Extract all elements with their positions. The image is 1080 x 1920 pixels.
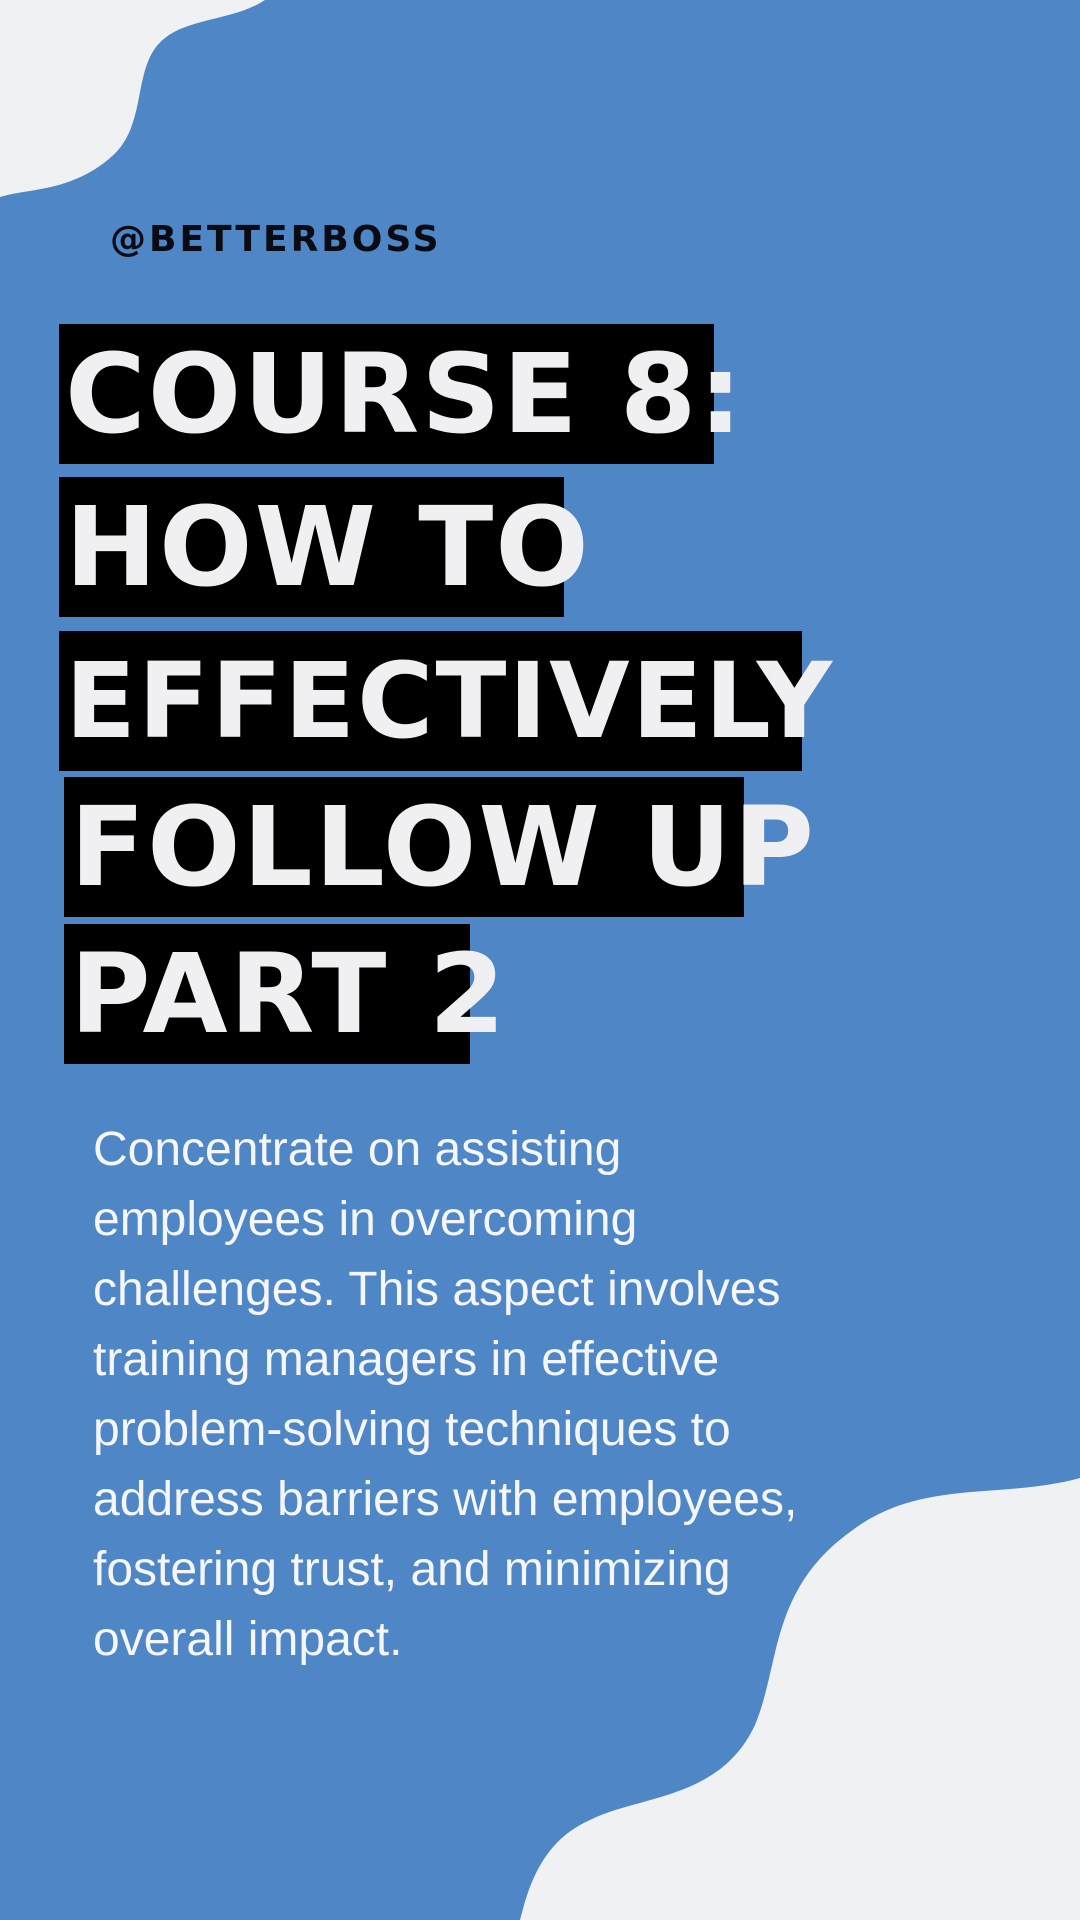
title-line-1: COURSE 8:	[59, 324, 714, 464]
title-line-2: HOW TO	[59, 477, 564, 617]
title-line-4: FOLLOW UP	[64, 777, 744, 917]
top-left-blob	[0, 0, 265, 197]
account-handle: @BETTERBOSS	[110, 219, 442, 260]
title-line-3: EFFECTIVELY	[59, 631, 802, 771]
body-paragraph: Concentrate on assisting employees in overcoming challenges. This aspect involves training managers in effective problem-solving techniques to address barriers with employees, fostering trust, and minimizing overall impact.	[93, 1123, 798, 1666]
title-line-5: PART 2	[64, 924, 470, 1064]
